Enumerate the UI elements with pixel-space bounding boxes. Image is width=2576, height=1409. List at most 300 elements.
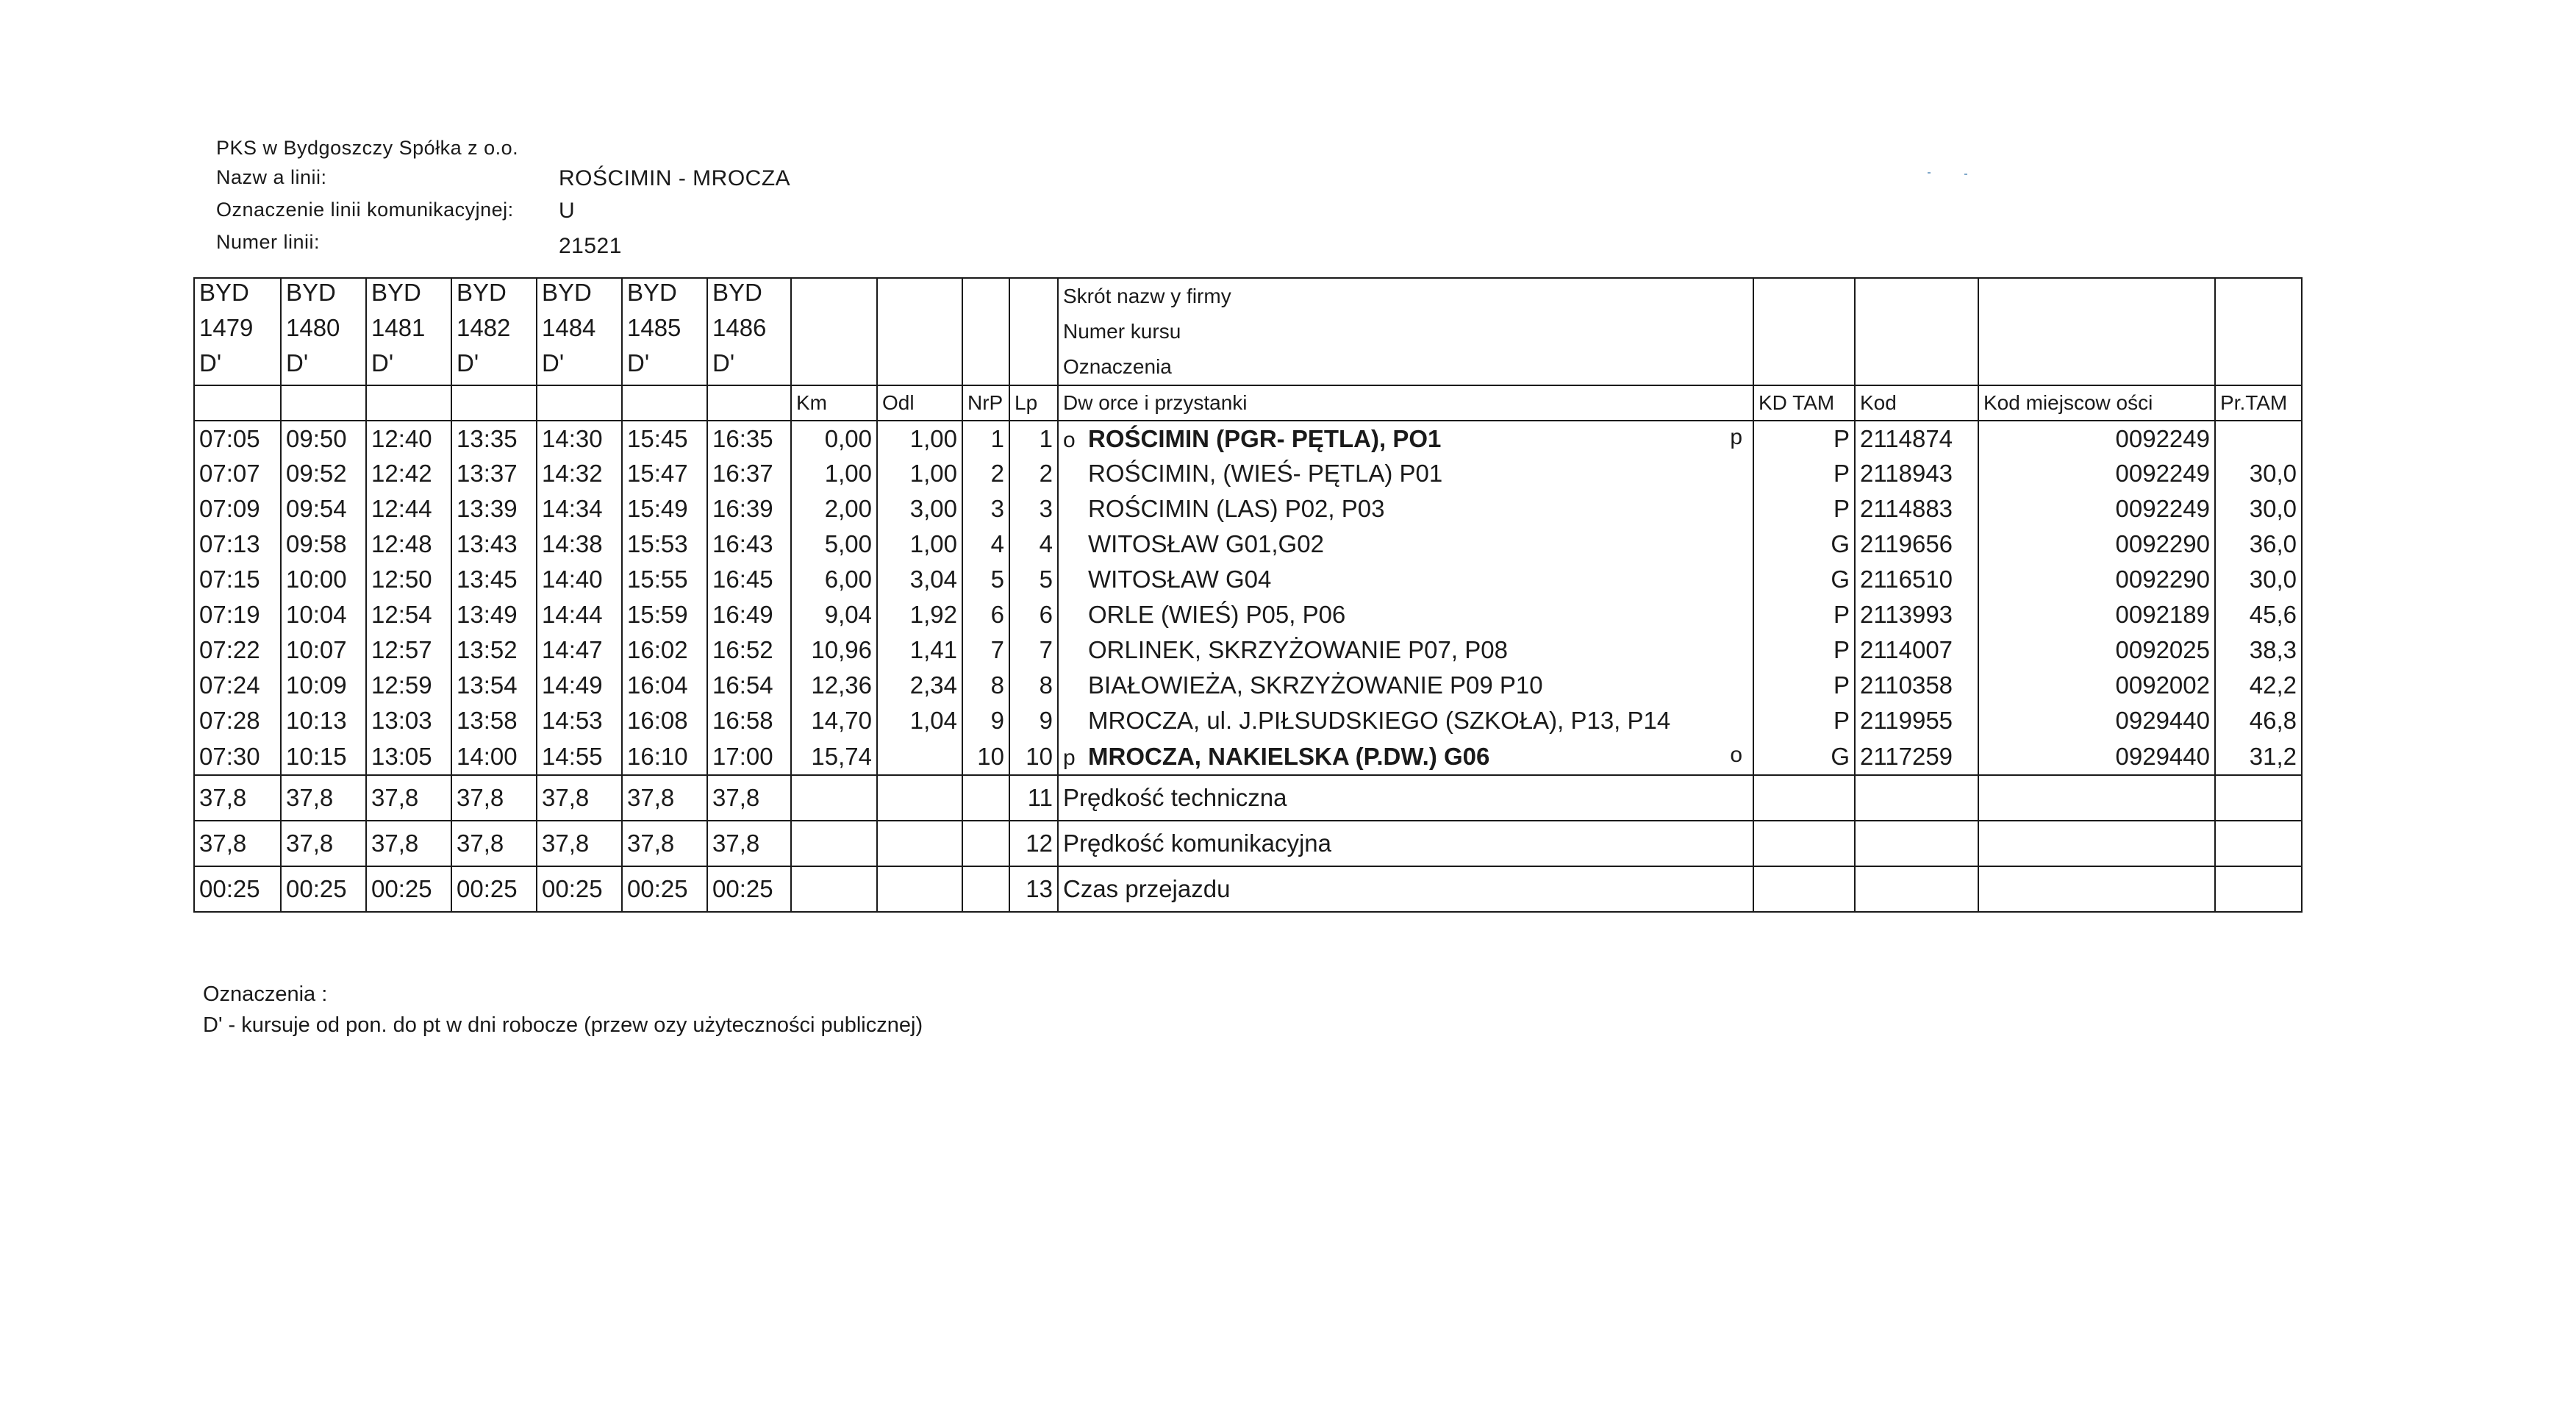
distance-odl: 3,04 — [877, 562, 962, 597]
course-mark: D' — [194, 349, 281, 385]
legend-note: D' - kursuje od pon. do pt w dni robocze (przew ozy użyteczności publicznej) — [203, 1013, 923, 1037]
empty-cell — [1978, 775, 2215, 821]
stop-tag: p — [1730, 424, 1742, 449]
departure-time: 13:45 — [451, 562, 537, 597]
departure-time: 15:59 — [622, 597, 707, 632]
departure-time: 17:00 — [707, 738, 791, 775]
stop-lp: 1 — [1009, 421, 1058, 456]
departure-time: 13:54 — [451, 668, 537, 703]
stop-kod: 2119656 — [1855, 527, 1978, 562]
legend-title: Oznaczenia : — [203, 982, 328, 1006]
summary-value: 37,8 — [537, 821, 622, 866]
course-carrier: BYD — [366, 278, 451, 314]
stop-lp: 10 — [1009, 738, 1058, 775]
course-mark: D' — [451, 349, 537, 385]
empty-cell — [1753, 349, 1855, 385]
summary-lp: 13 — [1009, 866, 1058, 912]
empty-cell — [1978, 866, 2215, 912]
empty-cell — [2215, 821, 2302, 866]
stop-kod: 2117259 — [1855, 738, 1978, 775]
empty-cell — [366, 385, 451, 421]
distance-km: 1,00 — [791, 456, 877, 491]
course-mark: D' — [366, 349, 451, 385]
distance-km: 5,00 — [791, 527, 877, 562]
course-number: 1480 — [281, 314, 366, 349]
stop-kod-miejscowosci: 0092249 — [1978, 421, 2215, 456]
stop-nrp: 8 — [962, 668, 1009, 703]
summary-value: 37,8 — [707, 821, 791, 866]
course-number: 1486 — [707, 314, 791, 349]
departure-time: 07:13 — [194, 527, 281, 562]
timetable — [193, 277, 2303, 913]
departure-time: 12:54 — [366, 597, 451, 632]
empty-cell — [1009, 349, 1058, 385]
stop-kdtam: G — [1753, 738, 1855, 775]
departure-time: 16:58 — [707, 703, 791, 738]
col-lp: Lp — [1009, 385, 1058, 421]
empty-cell — [2215, 775, 2302, 821]
departure-time: 09:54 — [281, 491, 366, 527]
empty-cell — [962, 314, 1009, 349]
departure-time: 13:52 — [451, 632, 537, 668]
course-number: 1479 — [194, 314, 281, 349]
course-carrier: BYD — [537, 278, 622, 314]
stop-name: MROCZA, ul. J.PIŁSUDSKIEGO (SZKOŁA), P13, P14 — [1088, 707, 1671, 734]
summary-row — [194, 866, 2302, 912]
stop-nrp: 4 — [962, 527, 1009, 562]
stop-nrp: 1 — [962, 421, 1009, 456]
empty-cell — [791, 314, 877, 349]
stop-lp: 6 — [1009, 597, 1058, 632]
stop-cell — [1058, 491, 1753, 527]
stop-row — [194, 527, 2302, 562]
col-km: Km — [791, 385, 877, 421]
stop-kdtam: P — [1753, 456, 1855, 491]
course-mark: D' — [281, 349, 366, 385]
stop-lp: 8 — [1009, 668, 1058, 703]
stop-kod-miejscowosci: 0092249 — [1978, 491, 2215, 527]
stop-prtam: 31,2 — [2215, 738, 2302, 775]
empty-cell — [451, 385, 537, 421]
line-name-value: ROŚCIMIN - MROCZA — [559, 166, 791, 190]
stop-nrp: 6 — [962, 597, 1009, 632]
stop-cell — [1058, 527, 1753, 562]
empty-cell — [877, 866, 962, 912]
departure-time: 16:04 — [622, 668, 707, 703]
departure-time: 12:44 — [366, 491, 451, 527]
course-header-row — [194, 314, 2302, 349]
empty-cell — [791, 821, 877, 866]
departure-time: 13:58 — [451, 703, 537, 738]
stop-cell — [1058, 738, 1753, 775]
stop-lp: 7 — [1009, 632, 1058, 668]
stop-nrp: 7 — [962, 632, 1009, 668]
empty-cell — [1855, 314, 1978, 349]
departure-time: 14:00 — [451, 738, 537, 775]
stop-prtam: 45,6 — [2215, 597, 2302, 632]
empty-cell — [877, 821, 962, 866]
empty-cell — [1855, 349, 1978, 385]
summary-value: 37,8 — [451, 821, 537, 866]
departure-time: 14:44 — [537, 597, 622, 632]
distance-odl: 1,92 — [877, 597, 962, 632]
empty-cell — [791, 866, 877, 912]
departure-time: 10:15 — [281, 738, 366, 775]
empty-cell — [962, 349, 1009, 385]
summary-value: 00:25 — [622, 866, 707, 912]
col-nrp: NrP — [962, 385, 1009, 421]
stop-kod: 2118943 — [1855, 456, 1978, 491]
summary-value: 00:25 — [537, 866, 622, 912]
label-firm: Skrót nazw y firmy — [1058, 278, 1753, 314]
departure-time: 09:52 — [281, 456, 366, 491]
stop-name: WITOSŁAW G04 — [1088, 566, 1272, 593]
summary-value: 37,8 — [194, 775, 281, 821]
course-carrier: BYD — [281, 278, 366, 314]
stop-cell — [1058, 562, 1753, 597]
empty-cell — [1855, 775, 1978, 821]
empty-cell — [2215, 349, 2302, 385]
summary-value: 00:25 — [451, 866, 537, 912]
empty-cell — [1978, 821, 2215, 866]
distance-odl — [877, 738, 962, 775]
distance-km: 15,74 — [791, 738, 877, 775]
stop-lp: 9 — [1009, 703, 1058, 738]
distance-odl: 2,34 — [877, 668, 962, 703]
course-number: 1481 — [366, 314, 451, 349]
distance-km: 6,00 — [791, 562, 877, 597]
distance-odl: 1,00 — [877, 456, 962, 491]
empty-cell — [962, 775, 1009, 821]
distance-km: 9,04 — [791, 597, 877, 632]
stop-nrp: 5 — [962, 562, 1009, 597]
stop-nrp: 3 — [962, 491, 1009, 527]
empty-cell — [2215, 866, 2302, 912]
line-name-label: Nazw a linii: — [216, 166, 327, 188]
summary-value: 37,8 — [622, 821, 707, 866]
stop-kod-miejscowosci: 0092189 — [1978, 597, 2215, 632]
stop-prtam: 46,8 — [2215, 703, 2302, 738]
course-carrier: BYD — [451, 278, 537, 314]
col-kod-miejscowosci: Kod miejscow ości — [1978, 385, 2215, 421]
stop-kod: 2116510 — [1855, 562, 1978, 597]
stop-prtam: 30,0 — [2215, 562, 2302, 597]
empty-cell — [962, 821, 1009, 866]
departure-time: 15:55 — [622, 562, 707, 597]
label-course-number: Numer kursu — [1058, 314, 1753, 349]
empty-cell — [622, 385, 707, 421]
empty-cell — [791, 775, 877, 821]
stop-kdtam: P — [1753, 491, 1855, 527]
departure-time: 13:43 — [451, 527, 537, 562]
empty-cell — [707, 385, 791, 421]
col-prtam: Pr.TAM — [2215, 385, 2302, 421]
stop-kdtam: P — [1753, 668, 1855, 703]
summary-value: 37,8 — [622, 775, 707, 821]
departure-time: 16:35 — [707, 421, 791, 456]
stop-row — [194, 738, 2302, 775]
scan-speck — [1964, 174, 1967, 175]
distance-km: 12,36 — [791, 668, 877, 703]
course-number: 1484 — [537, 314, 622, 349]
stop-nrp: 10 — [962, 738, 1009, 775]
departure-time: 10:13 — [281, 703, 366, 738]
empty-cell — [877, 349, 962, 385]
summary-value: 37,8 — [194, 821, 281, 866]
empty-cell — [877, 314, 962, 349]
distance-odl: 1,04 — [877, 703, 962, 738]
empty-cell — [1753, 278, 1855, 314]
stop-row — [194, 456, 2302, 491]
stop-kdtam: G — [1753, 527, 1855, 562]
summary-row — [194, 775, 2302, 821]
departure-time: 16:39 — [707, 491, 791, 527]
empty-cell — [1978, 314, 2215, 349]
stop-kod-miejscowosci: 0092290 — [1978, 562, 2215, 597]
stop-tag: o — [1730, 742, 1742, 767]
summary-value: 37,8 — [366, 775, 451, 821]
stop-name: ROŚCIMIN, (WIEŚ- PĘTLA) P01 — [1088, 460, 1443, 487]
empty-cell — [281, 385, 366, 421]
summary-value: 00:25 — [281, 866, 366, 912]
stop-prtam: 30,0 — [2215, 456, 2302, 491]
empty-cell — [1978, 278, 2215, 314]
departure-time: 16:45 — [707, 562, 791, 597]
departure-time: 15:45 — [622, 421, 707, 456]
empty-cell — [1978, 349, 2215, 385]
stop-row — [194, 491, 2302, 527]
stop-prtam: 42,2 — [2215, 668, 2302, 703]
scan-speck — [1928, 172, 1931, 174]
departure-time: 13:49 — [451, 597, 537, 632]
distance-km: 14,70 — [791, 703, 877, 738]
stop-lp: 4 — [1009, 527, 1058, 562]
summary-value: 37,8 — [281, 775, 366, 821]
departure-time: 07:30 — [194, 738, 281, 775]
empty-cell — [791, 278, 877, 314]
departure-time: 10:07 — [281, 632, 366, 668]
departure-time: 14:55 — [537, 738, 622, 775]
course-number: 1485 — [622, 314, 707, 349]
summary-lp: 12 — [1009, 821, 1058, 866]
stop-kdtam: P — [1753, 597, 1855, 632]
departure-time: 13:39 — [451, 491, 537, 527]
departure-time: 16:08 — [622, 703, 707, 738]
stop-cell — [1058, 421, 1753, 456]
departure-time: 12:42 — [366, 456, 451, 491]
company-name: PKS w Bydgoszczy Spółka z o.o. — [216, 137, 519, 159]
stop-kod: 2113993 — [1855, 597, 1978, 632]
summary-value: 37,8 — [366, 821, 451, 866]
col-odl: Odl — [877, 385, 962, 421]
departure-time: 12:48 — [366, 527, 451, 562]
departure-time: 14:40 — [537, 562, 622, 597]
stop-kdtam: G — [1753, 562, 1855, 597]
stop-cell — [1058, 668, 1753, 703]
stop-row — [194, 597, 2302, 632]
empty-cell — [1753, 314, 1855, 349]
stop-name: MROCZA, NAKIELSKA (P.DW.) G06 — [1088, 742, 1490, 770]
summary-lp: 11 — [1009, 775, 1058, 821]
col-stations: Dw orce i przystanki — [1058, 385, 1753, 421]
departure-time: 09:50 — [281, 421, 366, 456]
departure-time: 12:57 — [366, 632, 451, 668]
col-kod: Kod — [1855, 385, 1978, 421]
stop-kod-miejscowosci: 0929440 — [1978, 738, 2215, 775]
summary-value: 00:25 — [366, 866, 451, 912]
line-number-label: Numer linii: — [216, 231, 321, 253]
distance-odl: 1,00 — [877, 527, 962, 562]
departure-time: 12:50 — [366, 562, 451, 597]
stop-lp: 3 — [1009, 491, 1058, 527]
departure-time: 07:19 — [194, 597, 281, 632]
departure-time: 14:34 — [537, 491, 622, 527]
empty-cell — [962, 278, 1009, 314]
stop-cell — [1058, 703, 1753, 738]
departure-time: 15:49 — [622, 491, 707, 527]
stop-name: ORLE (WIEŚ) P05, P06 — [1088, 601, 1346, 628]
departure-time: 10:04 — [281, 597, 366, 632]
departure-time: 07:07 — [194, 456, 281, 491]
summary-label: Prędkość techniczna — [1058, 775, 1753, 821]
empty-cell — [962, 866, 1009, 912]
empty-cell — [2215, 278, 2302, 314]
stop-name: ROŚCIMIN (PGR- PĘTLA), PO1 — [1088, 424, 1442, 452]
stop-cell — [1058, 456, 1753, 491]
summary-value: 00:25 — [194, 866, 281, 912]
stop-lp: 5 — [1009, 562, 1058, 597]
departure-time: 07:28 — [194, 703, 281, 738]
departure-time: 07:09 — [194, 491, 281, 527]
stop-nrp: 9 — [962, 703, 1009, 738]
departure-time: 07:15 — [194, 562, 281, 597]
label-designations: Oznaczenia — [1058, 349, 1753, 385]
col-kdtam: KD TAM — [1753, 385, 1855, 421]
course-carrier: BYD — [622, 278, 707, 314]
course-header-row — [194, 349, 2302, 385]
stop-cell — [1058, 632, 1753, 668]
course-header-row — [194, 278, 2302, 314]
departure-time: 14:47 — [537, 632, 622, 668]
summary-value: 37,8 — [707, 775, 791, 821]
empty-cell — [1753, 775, 1855, 821]
course-mark: D' — [537, 349, 622, 385]
stop-row — [194, 632, 2302, 668]
departure-time: 14:32 — [537, 456, 622, 491]
stop-kod: 2110358 — [1855, 668, 1978, 703]
stop-cell — [1058, 597, 1753, 632]
stop-prtam — [2215, 421, 2302, 456]
empty-cell — [1855, 821, 1978, 866]
stop-marker: p — [1063, 745, 1076, 770]
departure-time: 13:35 — [451, 421, 537, 456]
line-designation-value: U — [559, 199, 576, 223]
empty-cell — [1753, 866, 1855, 912]
departure-time: 16:37 — [707, 456, 791, 491]
stop-marker: o — [1063, 427, 1076, 452]
stop-kdtam: P — [1753, 703, 1855, 738]
empty-cell — [1855, 866, 1978, 912]
stop-name: ORLINEK, SKRZYŻOWANIE P07, P08 — [1088, 636, 1508, 663]
distance-odl: 1,00 — [877, 421, 962, 456]
line-designation-label: Oznaczenie linii komunikacyjnej: — [216, 199, 514, 221]
departure-time: 12:40 — [366, 421, 451, 456]
stop-kod: 2114007 — [1855, 632, 1978, 668]
distance-km: 10,96 — [791, 632, 877, 668]
empty-cell — [194, 385, 281, 421]
stop-kod-miejscowosci: 0929440 — [1978, 703, 2215, 738]
stop-prtam: 36,0 — [2215, 527, 2302, 562]
departure-time: 14:53 — [537, 703, 622, 738]
stop-kod-miejscowosci: 0092290 — [1978, 527, 2215, 562]
departure-time: 16:43 — [707, 527, 791, 562]
stop-row — [194, 703, 2302, 738]
departure-time: 13:05 — [366, 738, 451, 775]
stop-lp: 2 — [1009, 456, 1058, 491]
departure-time: 09:58 — [281, 527, 366, 562]
departure-time: 14:30 — [537, 421, 622, 456]
departure-time: 07:22 — [194, 632, 281, 668]
course-carrier: BYD — [194, 278, 281, 314]
stop-kod-miejscowosci: 0092249 — [1978, 456, 2215, 491]
departure-time: 10:09 — [281, 668, 366, 703]
line-number-value: 21521 — [559, 234, 622, 258]
empty-cell — [2215, 314, 2302, 349]
departure-time: 07:05 — [194, 421, 281, 456]
summary-value: 37,8 — [281, 821, 366, 866]
course-mark: D' — [707, 349, 791, 385]
empty-cell — [537, 385, 622, 421]
stop-name: ROŚCIMIN (LAS) P02, P03 — [1088, 495, 1385, 522]
departure-time: 14:49 — [537, 668, 622, 703]
departure-time: 14:38 — [537, 527, 622, 562]
departure-time: 15:53 — [622, 527, 707, 562]
stop-kod: 2119955 — [1855, 703, 1978, 738]
stop-name: WITOSŁAW G01,G02 — [1088, 530, 1324, 557]
summary-value: 00:25 — [707, 866, 791, 912]
summary-value: 37,8 — [537, 775, 622, 821]
distance-km: 2,00 — [791, 491, 877, 527]
distance-odl: 3,00 — [877, 491, 962, 527]
distance-km: 0,00 — [791, 421, 877, 456]
empty-cell — [1009, 314, 1058, 349]
empty-cell — [791, 349, 877, 385]
departure-time: 15:47 — [622, 456, 707, 491]
stop-name: BIAŁOWIEŻA, SKRZYŻOWANIE P09 P10 — [1088, 671, 1543, 699]
empty-cell — [877, 775, 962, 821]
stop-row — [194, 421, 2302, 456]
stop-kdtam: P — [1753, 421, 1855, 456]
departure-time: 07:24 — [194, 668, 281, 703]
departure-time: 16:54 — [707, 668, 791, 703]
departure-time: 10:00 — [281, 562, 366, 597]
course-number: 1482 — [451, 314, 537, 349]
stop-row — [194, 668, 2302, 703]
stop-kod-miejscowosci: 0092025 — [1978, 632, 2215, 668]
summary-label: Czas przejazdu — [1058, 866, 1753, 912]
empty-cell — [1009, 278, 1058, 314]
distance-odl: 1,41 — [877, 632, 962, 668]
summary-row — [194, 821, 2302, 866]
course-mark: D' — [622, 349, 707, 385]
departure-time: 13:37 — [451, 456, 537, 491]
summary-value: 37,8 — [451, 775, 537, 821]
stop-kdtam: P — [1753, 632, 1855, 668]
stop-kod-miejscowosci: 0092002 — [1978, 668, 2215, 703]
course-carrier: BYD — [707, 278, 791, 314]
stop-kod: 2114874 — [1855, 421, 1978, 456]
empty-cell — [877, 278, 962, 314]
